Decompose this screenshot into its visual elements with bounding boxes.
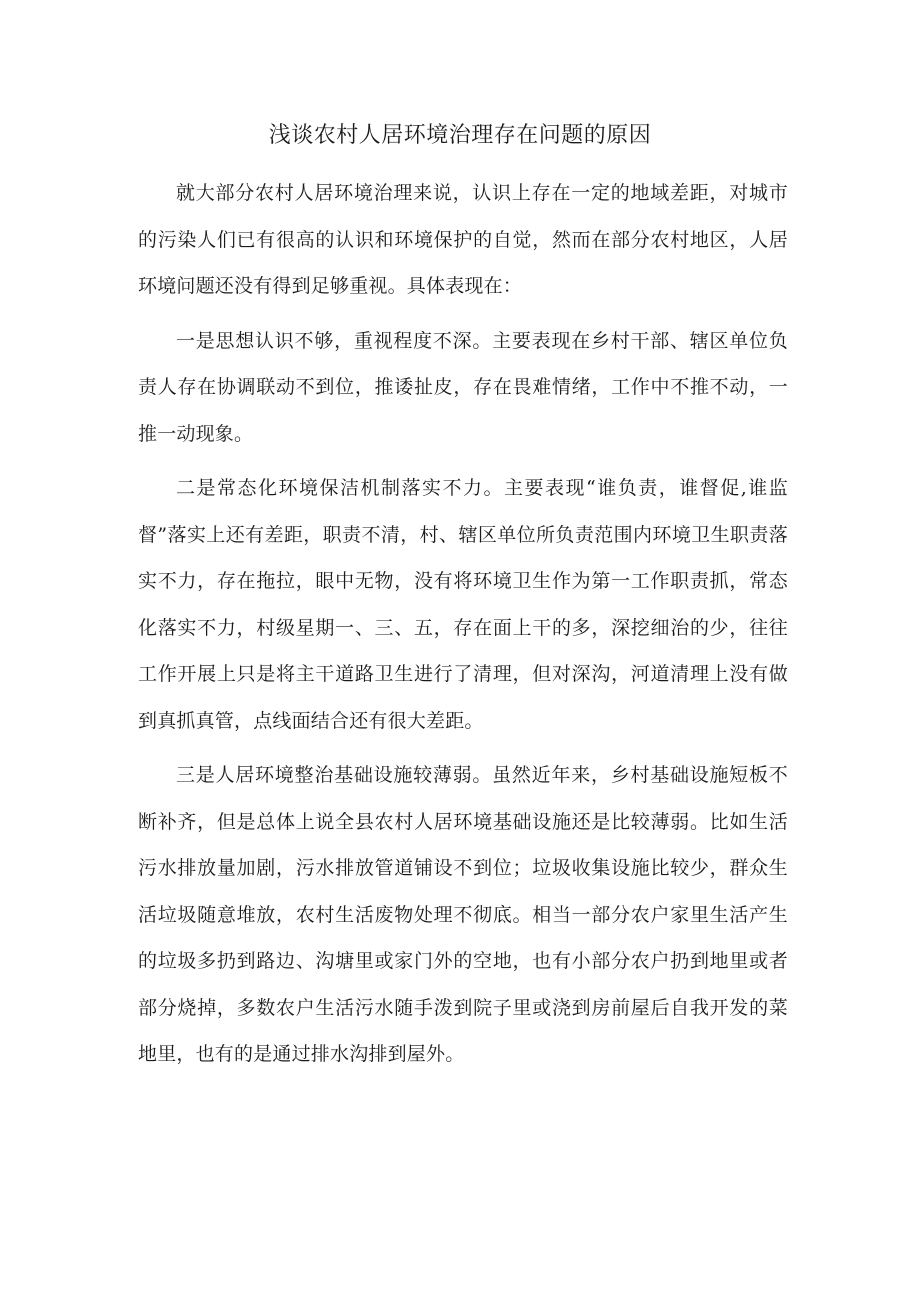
paragraph-point-one: 一是思想认识不够，重视程度不深。主要表现在乡村干部、辖区单位负责人存在协调联动不到位，推诿扯皮，存在畏难情绪，工作中不推不动，一推一动现象。 — [138, 329, 788, 445]
paragraph-point-two: 二是常态化环境保洁机制落实不力。主要表现“谁负责，谁督促,谁监督”落实上还有差距，职责不清，村、辖区单位所负责范围内环境卫生职责落实不力，存在拖拉，眼中无物，没有将环境卫生作为第一工作职责抓，常态化落实不力，村级星期一、三、五，存在面上干的多，深挖细治的少，往往工作开展上只是将主干道路卫生进行了清理，但对深沟，河道清理上没有做到真抓真管，点线面结合还有很大差距。 — [138, 477, 788, 732]
document-body — [138, 170, 788, 1086]
document-title: 浅谈农村人居环境治理存在问题的原因 — [268, 123, 652, 148]
paragraph-point-three: 三是人居环境整治基础设施较薄弱。虽然近年来，乡村基础设施短板不断补齐，但是总体上说全县农村人居环境基础设施还是比较薄弱。比如生活污水排放量加剧，污水排放管道铺设不到位；垃圾收集设施比较少，群众生活垃圾随意堆放，农村生活废物处理不彻底。相当一部分农户家里生活产生的垃圾多扔到路边、沟塘里或家门外的空地，也有小部分农户扔到地里或者部分烧掉，多数农户生活污水随手泼到院子里或浇到房前屋后自我开发的菜地里，也有的是通过排水沟排到屋外。 — [138, 764, 788, 1065]
paragraph-intro: 就大部分农村人居环境治理来说，认识上存在一定的地域差距，对城市的污染人们已有很高的认识和环境保护的自觉，然而在部分农村地区，人居环境问题还没有得到足够重视。具体表现在： — [138, 182, 788, 297]
